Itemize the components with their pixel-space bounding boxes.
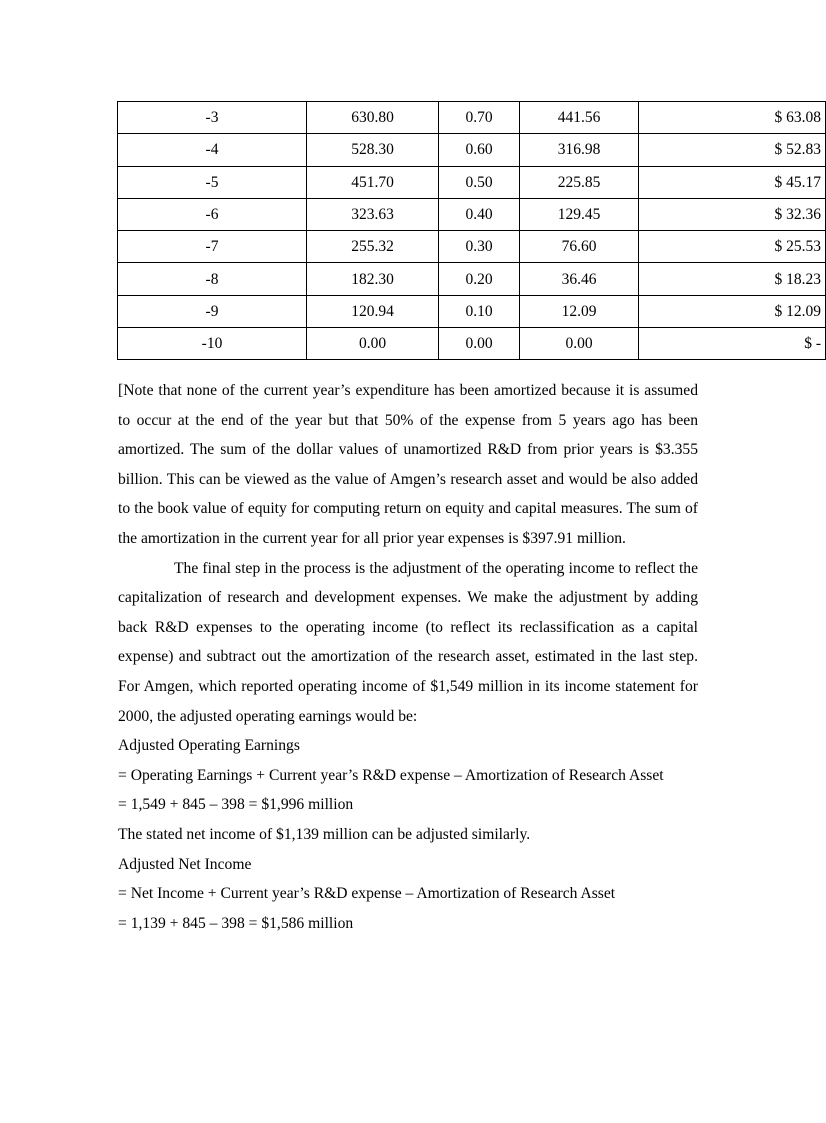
- cell-fraction: 0.10: [439, 295, 520, 327]
- cell-unamortized: 316.98: [520, 134, 639, 166]
- cell-year: -4: [118, 134, 307, 166]
- cell-amortization: $ 52.83: [639, 134, 826, 166]
- cell-unamortized: 129.45: [520, 198, 639, 230]
- cell-amortization: $ 63.08: [639, 102, 826, 134]
- cell-unamortized: 0.00: [520, 328, 639, 360]
- statement-net-income: The stated net income of $1,139 million can be adjusted similarly.: [118, 825, 531, 843]
- cell-fraction: 0.30: [439, 231, 520, 263]
- rd-amortization-table: [117, 101, 826, 360]
- cell-year: -9: [118, 295, 307, 327]
- label-adjusted-operating-earnings: Adjusted Operating Earnings: [118, 737, 300, 755]
- cell-fraction: 0.50: [439, 166, 520, 198]
- cell-amortization: $ -: [639, 328, 826, 360]
- cell-amortization: $ 45.17: [639, 166, 826, 198]
- cell-year: -6: [118, 198, 307, 230]
- label-adjusted-net-income: Adjusted Net Income: [118, 855, 252, 873]
- cell-fraction: 0.70: [439, 102, 520, 134]
- cell-unamortized: 12.09: [520, 295, 639, 327]
- cell-fraction: 0.00: [439, 328, 520, 360]
- cell-expense: 630.80: [307, 102, 439, 134]
- cell-amortization: $ 18.23: [639, 263, 826, 295]
- table-row: [118, 166, 826, 198]
- rd-amortization-table-container: [117, 101, 821, 360]
- table-row: [118, 295, 826, 327]
- cell-year: -8: [118, 263, 307, 295]
- table-row: [118, 198, 826, 230]
- cell-expense: 451.70: [307, 166, 439, 198]
- cell-unamortized: 76.60: [520, 231, 639, 263]
- body-text: [118, 376, 698, 938]
- cell-unamortized: 36.46: [520, 263, 639, 295]
- result-adjusted-operating-earnings: = 1,549 + 845 – 398 = $1,996 million: [118, 796, 354, 814]
- cell-amortization: $ 25.53: [639, 231, 826, 263]
- cell-expense: 255.32: [307, 231, 439, 263]
- table-row: [118, 328, 826, 360]
- paragraph-final-step: The final step in the process is the adjustment of the operating income to reflect the capitalization of research and development expenses. We make the adjustment by adding back R&D expenses to the operating income (to reflect its reclassification as a capital expense) and subtract out the amortization of the research asset, estimated in the last step. For Amgen, which reported operating income of $1,549 million in its income statement for 2000, the adjusted operating earnings would be:: [118, 559, 698, 725]
- cell-year: -7: [118, 231, 307, 263]
- table-row: [118, 102, 826, 134]
- cell-unamortized: 441.56: [520, 102, 639, 134]
- table-body: [118, 102, 826, 360]
- table-row: [118, 134, 826, 166]
- result-adjusted-net-income: = 1,139 + 845 – 398 = $1,586 million: [118, 914, 354, 932]
- cell-expense: 528.30: [307, 134, 439, 166]
- table-row: [118, 263, 826, 295]
- cell-expense: 323.63: [307, 198, 439, 230]
- cell-amortization: $ 32.36: [639, 198, 826, 230]
- cell-year: -3: [118, 102, 307, 134]
- cell-fraction: 0.60: [439, 134, 520, 166]
- cell-expense: 120.94: [307, 295, 439, 327]
- cell-fraction: 0.40: [439, 198, 520, 230]
- cell-year: -10: [118, 328, 307, 360]
- table-row: [118, 231, 826, 263]
- formula-adjusted-operating-earnings: = Operating Earnings + Current year’s R&D expense – Amortization of Research Asset: [118, 766, 664, 784]
- cell-unamortized: 225.85: [520, 166, 639, 198]
- cell-expense: 0.00: [307, 328, 439, 360]
- cell-year: -5: [118, 166, 307, 198]
- cell-fraction: 0.20: [439, 263, 520, 295]
- cell-amortization: $ 12.09: [639, 295, 826, 327]
- cell-expense: 182.30: [307, 263, 439, 295]
- formula-adjusted-net-income: = Net Income + Current year’s R&D expense – Amortization of Research Asset: [118, 885, 616, 903]
- paragraph-note: [Note that none of the current year’s expenditure has been amortized because it is assumed to occur at the end of the year but that 50% of the expense from 5 years ago has been amortized. The sum of the dollar values of unamortized R&D from prior years is $3.355 billion. This can be viewed as the value of Amgen’s research asset and would be also added to the book value of equity for computing return on equity and capital measures. The sum of the amortization in the current year for all prior year expenses is $397.91 million.: [118, 382, 698, 547]
